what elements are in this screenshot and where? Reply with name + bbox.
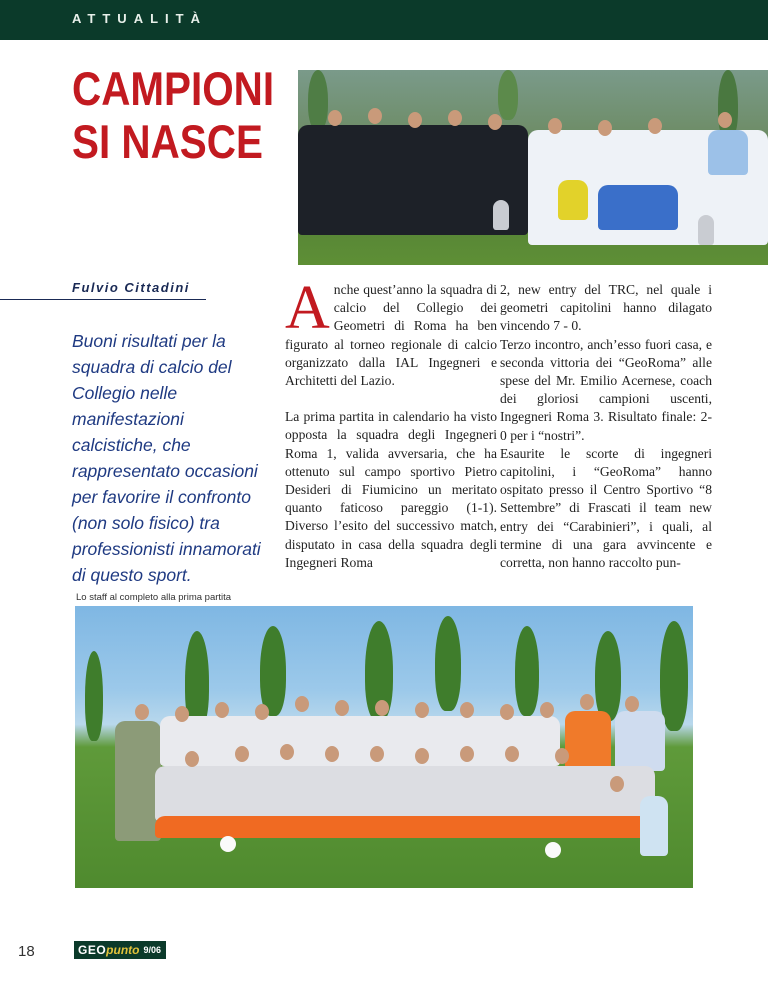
body-paragraph-1: nche quest’anno la squadra di calcio del Collegio dei Geometri di Roma ha ben figurato al torneo regionale di calcio organizzato dalla IAL Ingegneri e Architetti del Lazio. <box>285 282 497 389</box>
drop-cap: A <box>285 274 330 342</box>
team-photo-staff <box>75 606 693 888</box>
magazine-logo <box>74 941 166 959</box>
article-lead: Buoni risultati per la squadra di calcio del Collegio nelle manifestazioni calcistiche, che rappresentato occasioni per favorire il confronto (non solo fisico) tra professionisti innamorati di questo sport. <box>72 331 261 585</box>
logo-punto: punto <box>106 943 140 957</box>
body-paragraph-5: Esaurite le scorte di ingegneri capitolini, i “GeoRoma” hanno ospitato presso il Centro Sportivo “8 Settembre” di Frascati il team new entry dei “Carabinieri”, i quali, al termine di una gara avvincente e corretta, non hanno raccolto pun- <box>500 445 712 571</box>
issue-number: 9/06 <box>143 945 162 955</box>
photo-caption: Lo staff al completo alla prima partita <box>76 592 232 603</box>
section-label: ATTUALITÀ <box>72 11 207 26</box>
body-paragraph-2: La prima partita in calendario ha visto opposta la squadra degli Ingegneri Roma 1, valida avversaria, che ha ottenuto sul campo sportivo Pietro Desideri di Fiumicino un meritato quanto faticoso pareggio (1-1). Diverso l’esito del successivo match, disputato in casa della squadra degli Ingegneri Roma <box>285 409 497 570</box>
article-title <box>72 62 275 168</box>
body-column-2 <box>500 281 712 572</box>
body-column-1 <box>285 274 497 572</box>
page-number: 18 <box>18 943 35 960</box>
author-byline: Fulvio Cittadini <box>72 280 190 295</box>
title-line-1: CAMPIONI <box>72 62 275 115</box>
byline-rule <box>0 299 206 300</box>
logo-geo: GEO <box>78 943 107 957</box>
body-paragraph-3: 2, new entry del TRC, nel quale i geometri capitolini hanno dilagato vincendo 7 - 0. <box>500 282 712 334</box>
team-photo-trophies <box>298 70 768 265</box>
section-header-bar <box>0 0 768 40</box>
body-paragraph-4: Terzo incontro, anch’esso fuori casa, e seconda vittoria dei “GeoRoma” alle spese del Mr. Emilio Acernese, coach dei gloriosi campioni uscenti, Ingegneri Roma 3. Risultato finale: 2-0 per i “nostri”. <box>500 336 712 443</box>
title-line-2: SI NASCE <box>72 115 263 168</box>
